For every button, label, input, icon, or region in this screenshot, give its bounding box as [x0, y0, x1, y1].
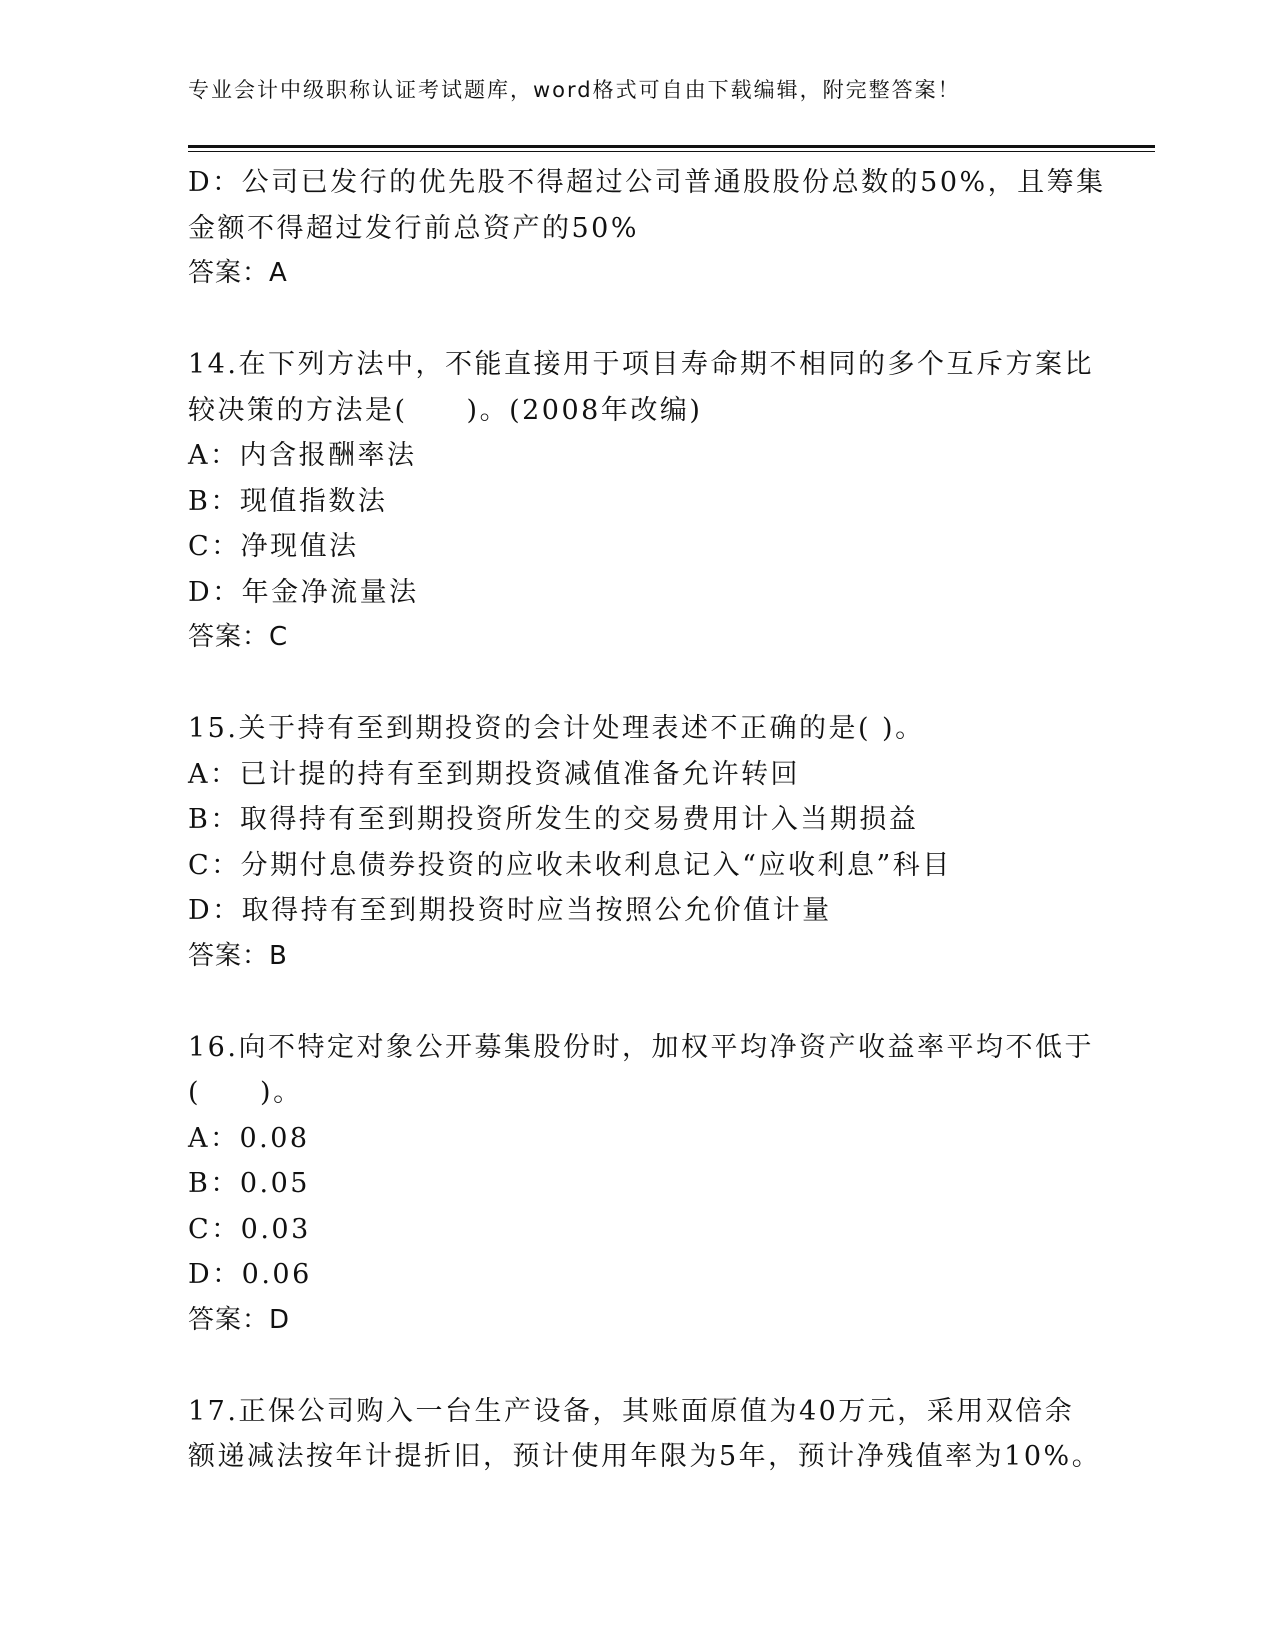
- option-b: B：取得持有至到期投资所发生的交易费用计入当期损益: [188, 804, 919, 835]
- option-line: 金额不得超过发行前总资产的50%: [188, 212, 640, 244]
- question-text: ( )。: [188, 1077, 303, 1108]
- option-c: C：分期付息债券投资的应收未收利息记入“应收利息”科目: [188, 849, 952, 881]
- option-a: A：已计提的持有至到期投资减值准备允许转回: [188, 758, 800, 790]
- page-header: 专业会计中级职称认证考试题库，word格式可自由下载编辑，附完整答案！: [188, 78, 961, 102]
- question-15: [188, 706, 1088, 979]
- spacer: [188, 661, 1088, 707]
- question-text: 15.关于持有至到期投资的会计处理表述不正确的是( )。: [188, 713, 925, 744]
- option-c: C：0.03: [188, 1213, 311, 1245]
- question-text: 较决策的方法是( )。(2008年改编): [188, 394, 703, 426]
- option-d: D：取得持有至到期投资时应当按照公允价值计量: [188, 895, 832, 926]
- question-text: 17.正保公司购入一台生产设备，其账面原值为40万元，采用双倍余: [188, 1395, 1075, 1427]
- document-content: [188, 160, 1106, 1480]
- spacer: [188, 979, 1088, 1025]
- option-d: D：年金净流量法: [188, 576, 419, 608]
- option-d: D：0.06: [188, 1259, 312, 1290]
- header-rule-thin: [188, 151, 1155, 152]
- option-b: B：现值指数法: [188, 485, 388, 517]
- answer-line: 答案：B: [188, 940, 288, 971]
- question-text: 14.在下列方法中，不能直接用于项目寿命期不相同的多个互斥方案比: [188, 349, 1094, 380]
- question-16: [188, 1025, 1094, 1344]
- question-13-fragment: [188, 160, 1106, 297]
- question-text: 额递减法按年计提折旧，预计使用年限为5年，预计净残值率为10%。: [188, 1441, 1102, 1472]
- option-c: C：净现值法: [188, 531, 359, 562]
- answer-line: 答案：A: [188, 258, 288, 288]
- answer-line: 答案：D: [188, 1304, 291, 1335]
- option-b: B：0.05: [188, 1168, 310, 1199]
- spacer: [188, 1343, 1088, 1389]
- option-line: D：公司已发行的优先股不得超过公司普通股股份总数的50%，且筹集: [188, 167, 1106, 198]
- question-text: 16.向不特定对象公开募集股份时，加权平均净资产收益率平均不低于: [188, 1031, 1094, 1063]
- option-a: A：0.08: [188, 1122, 310, 1154]
- question-14: [188, 342, 1094, 661]
- header-rule-thick: [188, 145, 1155, 148]
- spacer: [188, 297, 1088, 343]
- answer-line: 答案：C: [188, 622, 289, 652]
- option-a: A：内含报酬率法: [188, 440, 417, 471]
- question-17: [188, 1389, 1102, 1480]
